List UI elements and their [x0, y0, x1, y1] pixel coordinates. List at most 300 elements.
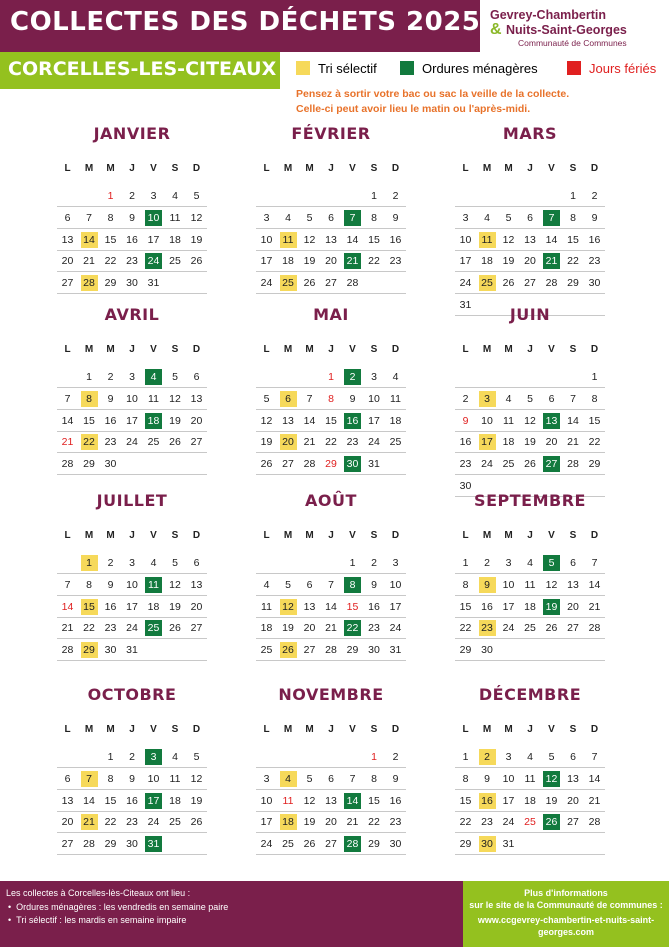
weekday-header: J — [129, 163, 135, 174]
commune-name: CORCELLES-LES-CITEAUX — [8, 58, 277, 80]
row-divider — [455, 431, 605, 432]
calendar-tri-day: 12 — [280, 599, 297, 615]
calendar-day: 18 — [260, 622, 273, 635]
calendar-day: 15 — [368, 794, 380, 807]
calendar-om-day: 19 — [543, 599, 560, 615]
calendar-day: 26 — [524, 458, 536, 471]
calendar-day: 19 — [502, 255, 515, 268]
calendar-day: 26 — [169, 622, 181, 635]
calendar-om-day: 11 — [145, 577, 162, 593]
row-divider — [57, 767, 207, 768]
row-divider — [256, 811, 406, 812]
logo — [490, 8, 665, 52]
calendar-day: 13 — [325, 233, 337, 246]
legend-tri-label: Tri sélectif — [318, 61, 377, 76]
calendar-day: 26 — [303, 277, 316, 290]
weekday-header: D — [391, 344, 400, 355]
calendar-day: 12 — [524, 414, 536, 427]
calendar-day: 2 — [129, 751, 135, 763]
row-divider — [256, 409, 406, 410]
calendar-om-day: 18 — [145, 413, 162, 429]
row-divider — [455, 854, 605, 855]
weekday-header: S — [569, 163, 577, 174]
calendar-day: 7 — [64, 392, 71, 405]
calendar-om-day: 2 — [344, 369, 361, 385]
website-link[interactable]: www.ccgevrey-chambertin-et-nuits-saint-georges.com — [477, 915, 655, 937]
calendar-day: 5 — [172, 371, 178, 383]
calendar-day: 8 — [107, 772, 114, 785]
calendar-day: 5 — [193, 190, 200, 202]
footer-item: • Ordures ménagères : les vendredis en semaine paire — [8, 902, 229, 912]
calendar-day: 29 — [588, 458, 601, 471]
calendar-day: 3 — [392, 557, 399, 569]
calendar-day: 9 — [591, 211, 598, 224]
calendar-day: 20 — [61, 816, 74, 829]
calendar-day: 19 — [282, 622, 294, 635]
calendar-tri-day: 16 — [479, 793, 496, 809]
calendar-day: 30 — [368, 644, 380, 657]
calendar-day: 12 — [190, 211, 203, 224]
weekday-header: L — [64, 344, 71, 355]
weekday-header: L — [64, 724, 71, 735]
calendar-day: 30 — [481, 644, 493, 657]
calendar-day: 14 — [545, 233, 558, 246]
calendar-day: 26 — [545, 622, 558, 635]
calendar-om-day: 5 — [543, 555, 560, 571]
calendar-day: 18 — [282, 255, 294, 268]
calendar-holiday-day: 1 — [328, 371, 334, 383]
calendar-om-day: 31 — [145, 836, 162, 852]
calendar-day: 22 — [588, 436, 601, 449]
calendar-day: 7 — [306, 392, 313, 405]
calendar-day: 31 — [502, 838, 515, 851]
weekday-header: V — [349, 344, 356, 355]
month-3 — [57, 305, 207, 485]
calendar-om-day: 28 — [344, 836, 361, 852]
calendar-day: 27 — [190, 436, 203, 449]
calendar-day: 24 — [459, 277, 472, 290]
calendar-day: 10 — [502, 772, 515, 785]
calendar-day: 21 — [83, 255, 95, 268]
calendar-day: 29 — [459, 838, 472, 851]
month-name: JUILLET — [96, 491, 168, 510]
calendar-day: 3 — [505, 751, 512, 763]
calendar-day: 6 — [570, 557, 576, 569]
calendar-day: 5 — [193, 751, 200, 763]
calendar-day: 27 — [567, 622, 579, 635]
weekday-header: L — [263, 724, 270, 735]
month-1 — [256, 124, 406, 304]
month-10 — [256, 685, 406, 865]
calendar-day: 25 — [282, 838, 294, 851]
calendar-day: 4 — [172, 751, 178, 763]
weekday-header: M — [106, 163, 115, 174]
weekday-header: D — [590, 724, 599, 735]
calendar-day: 15 — [104, 233, 117, 246]
row-divider — [455, 789, 605, 790]
weekday-header: L — [64, 530, 71, 541]
calendar-day: 17 — [459, 255, 472, 268]
logo-ampersand: & — [490, 21, 502, 38]
calendar-day: 8 — [107, 211, 114, 224]
weekday-header: S — [171, 530, 179, 541]
calendar-day: 17 — [147, 233, 160, 246]
calendar-day: 13 — [190, 578, 203, 591]
weekday-header: M — [106, 530, 115, 541]
row-divider — [455, 595, 605, 596]
calendar-day: 1 — [462, 751, 469, 763]
calendar-day: 4 — [505, 392, 512, 405]
calendar-day: 28 — [303, 458, 316, 471]
calendar-day: 15 — [567, 233, 579, 246]
weekday-header: V — [150, 163, 157, 174]
calendar-day: 18 — [524, 794, 536, 807]
calendar-day: 26 — [190, 816, 203, 829]
calendar-day: 23 — [346, 436, 359, 449]
calendar-day: 24 — [126, 436, 138, 449]
calendar-day: 2 — [107, 371, 114, 383]
calendar-day: 1 — [349, 557, 356, 569]
weekday-header: S — [370, 724, 378, 735]
calendar-day: 5 — [172, 557, 178, 569]
calendar-day: 18 — [169, 794, 181, 807]
calendar-day: 14 — [303, 414, 316, 427]
calendar-holiday-day: 29 — [325, 458, 337, 471]
weekday-header: D — [391, 530, 400, 541]
calendar-day: 26 — [303, 838, 316, 851]
calendar-day: 24 — [502, 622, 515, 635]
calendar-day: 15 — [588, 414, 601, 427]
month-5 — [455, 305, 605, 492]
calendar-tri-day: 2 — [479, 749, 496, 765]
calendar-day: 13 — [61, 233, 74, 246]
calendar-day: 15 — [325, 414, 337, 427]
weekday-header: L — [263, 163, 270, 174]
calendar-day: 16 — [481, 600, 493, 613]
calendar-day: 30 — [588, 277, 601, 290]
weekday-header: M — [504, 344, 513, 355]
calendar-day: 13 — [303, 600, 316, 613]
weekday-header: S — [370, 530, 378, 541]
weekday-header: M — [84, 163, 94, 174]
weekday-header: M — [283, 724, 293, 735]
calendar-day: 29 — [104, 277, 117, 290]
footer — [0, 881, 669, 947]
calendar-day: 26 — [502, 277, 515, 290]
row-divider — [57, 811, 207, 812]
row-divider — [57, 617, 207, 618]
calendar-tri-day: 29 — [81, 642, 98, 658]
row-divider — [455, 832, 605, 833]
row-divider — [256, 573, 406, 574]
calendar-day: 8 — [570, 211, 576, 224]
calendar-day: 16 — [459, 436, 472, 449]
calendar-day: 10 — [368, 392, 380, 405]
calendar-day: 21 — [61, 622, 74, 635]
calendar-day: 14 — [588, 578, 601, 591]
weekday-header: J — [328, 530, 334, 541]
calendar-day: 8 — [462, 772, 469, 785]
calendar-om-day: 26 — [543, 814, 560, 830]
calendar-day: 8 — [371, 211, 377, 224]
calendar-day: 6 — [328, 211, 334, 224]
calendar-tri-day: 18 — [280, 814, 297, 830]
weekday-header: D — [192, 344, 201, 355]
calendar-om-day: 27 — [543, 456, 560, 472]
calendar-day: 28 — [61, 644, 74, 657]
calendar-day: 4 — [172, 190, 178, 202]
calendar-day: 4 — [527, 557, 533, 569]
logo-line3: Communauté de Communes — [518, 38, 627, 48]
calendar-day: 17 — [126, 600, 138, 613]
calendar-tri-day: 21 — [81, 814, 98, 830]
weekday-header: L — [64, 163, 71, 174]
calendar-day: 22 — [567, 255, 579, 268]
row-divider — [256, 250, 406, 251]
weekday-header: S — [171, 724, 179, 735]
calendar-day: 13 — [567, 578, 579, 591]
calendar-day: 2 — [392, 190, 399, 202]
calendar-holiday-day: 9 — [462, 414, 469, 427]
row-divider — [256, 767, 406, 768]
calendar-day: 28 — [567, 458, 579, 471]
note — [296, 87, 666, 117]
weekday-header: M — [482, 530, 492, 541]
calendar-day: 6 — [548, 392, 555, 405]
calendar-day: 5 — [505, 211, 512, 224]
calendar-day: 13 — [567, 772, 579, 785]
calendar-day: 17 — [502, 600, 515, 613]
calendar-day: 17 — [389, 600, 402, 613]
row-divider — [256, 832, 406, 833]
weekday-header: M — [283, 163, 293, 174]
month-6 — [57, 491, 207, 671]
calendar-day: 20 — [325, 255, 337, 268]
row-divider — [256, 206, 406, 207]
weekday-header: V — [548, 344, 555, 355]
calendar-day: 2 — [371, 557, 377, 569]
row-divider — [256, 638, 406, 639]
weekday-header: M — [84, 344, 94, 355]
calendar-day: 12 — [303, 233, 316, 246]
calendar-tri-day: 23 — [479, 620, 496, 636]
calendar-day: 11 — [524, 772, 536, 785]
weekday-header: M — [504, 163, 513, 174]
calendar-day: 26 — [169, 436, 181, 449]
calendar-day: 5 — [527, 392, 533, 405]
calendar-tri-day: 6 — [280, 391, 297, 407]
legend-om — [400, 61, 538, 76]
month-7 — [256, 491, 406, 671]
calendar-day: 27 — [567, 816, 579, 829]
legend-om-label: Ordures ménagères — [422, 61, 538, 76]
row-divider — [57, 832, 207, 833]
calendar-day: 2 — [462, 392, 469, 405]
calendar-day: 4 — [484, 211, 490, 224]
weekday-header: L — [462, 163, 469, 174]
calendar-day: 21 — [567, 436, 579, 449]
calendar-day: 24 — [260, 838, 273, 851]
calendar-day: 16 — [126, 794, 138, 807]
calendar-day: 24 — [260, 277, 273, 290]
calendar-day: 6 — [527, 211, 533, 224]
commune-banner — [0, 52, 280, 89]
calendar-holiday-day: 14 — [61, 600, 74, 613]
calendar-day: 30 — [126, 838, 138, 851]
calendar-day: 27 — [282, 458, 294, 471]
calendar-day: 12 — [260, 414, 273, 427]
calendar-om-day: 7 — [543, 210, 560, 226]
month-name: AVRIL — [104, 305, 160, 324]
row-divider — [57, 293, 207, 294]
legend-holidays-label: Jours fériés — [589, 61, 657, 76]
calendar-day: 23 — [368, 622, 380, 635]
row-divider — [256, 617, 406, 618]
calendar-day: 14 — [61, 414, 74, 427]
row-divider — [57, 854, 207, 855]
calendar-day: 30 — [389, 838, 402, 851]
calendar-day: 16 — [104, 414, 117, 427]
weekday-header: M — [482, 163, 492, 174]
weekday-header: M — [305, 724, 314, 735]
calendar-day: 9 — [392, 772, 399, 785]
calendar-day: 21 — [325, 622, 337, 635]
weekday-header: V — [548, 724, 555, 735]
row-divider — [57, 387, 207, 388]
yellow-swatch-icon — [296, 61, 310, 75]
calendar-day: 6 — [193, 371, 200, 383]
calendar-day: 18 — [389, 414, 402, 427]
calendar-tri-day: 17 — [479, 434, 496, 450]
calendar-day: 21 — [303, 436, 316, 449]
calendar-day: 8 — [462, 578, 469, 591]
calendar-day: 21 — [346, 816, 359, 829]
calendar-day: 11 — [261, 600, 272, 613]
calendar-om-day: 4 — [145, 369, 162, 385]
calendar-day: 15 — [459, 794, 472, 807]
calendar-day: 25 — [169, 816, 181, 829]
weekday-header: J — [328, 344, 334, 355]
calendar-tri-day: 4 — [280, 771, 297, 787]
calendar-day: 4 — [392, 371, 399, 383]
calendar-day: 28 — [588, 622, 601, 635]
row-divider — [256, 293, 406, 294]
calendar-day: 31 — [147, 277, 160, 290]
row-divider — [455, 767, 605, 768]
calendar-day: 22 — [83, 622, 95, 635]
calendar-day: 30 — [126, 277, 138, 290]
calendar-holiday-day: 21 — [61, 436, 74, 449]
calendar-day: 3 — [505, 557, 512, 569]
calendar-day: 22 — [104, 816, 117, 829]
calendar-day: 9 — [371, 578, 377, 591]
calendar-day: 2 — [107, 557, 114, 569]
row-divider — [57, 271, 207, 272]
row-divider — [455, 228, 605, 229]
calendar-day: 25 — [524, 622, 536, 635]
green-swatch-icon — [400, 61, 414, 75]
calendar-day: 7 — [64, 578, 71, 591]
calendar-day: 15 — [459, 600, 472, 613]
row-divider — [57, 431, 207, 432]
calendar-day: 17 — [126, 414, 138, 427]
row-divider — [455, 206, 605, 207]
calendar-day: 19 — [169, 414, 181, 427]
calendar-day: 24 — [126, 622, 138, 635]
calendar-day: 18 — [502, 436, 515, 449]
calendar-holiday-day: 1 — [107, 190, 114, 202]
calendar-day: 11 — [390, 392, 401, 405]
calendar-day: 22 — [104, 255, 117, 268]
calendar-day: 7 — [591, 751, 598, 763]
calendar-day: 12 — [303, 794, 316, 807]
calendar-holiday-day: 8 — [328, 392, 334, 405]
weekday-header: J — [328, 724, 334, 735]
weekday-header: D — [192, 163, 201, 174]
month-9 — [57, 685, 207, 865]
row-divider — [455, 638, 605, 639]
row-divider — [57, 638, 207, 639]
month-name: NOVEMBRE — [278, 685, 384, 704]
calendar-day: 19 — [260, 436, 273, 449]
calendar-day: 17 — [502, 794, 515, 807]
calendar-day: 9 — [129, 211, 135, 224]
weekday-header: L — [462, 344, 469, 355]
weekday-header: S — [370, 163, 378, 174]
calendar-day: 7 — [86, 211, 92, 224]
weekday-header: V — [349, 530, 356, 541]
weekday-header: V — [150, 344, 157, 355]
weekday-header: V — [150, 724, 157, 735]
calendar-day: 23 — [126, 255, 138, 268]
red-swatch-icon — [567, 61, 581, 75]
calendar-day: 2 — [392, 751, 399, 763]
calendar-day: 16 — [389, 794, 402, 807]
calendar-day: 20 — [567, 600, 579, 613]
calendar-day: 9 — [107, 578, 114, 591]
row-divider — [256, 789, 406, 790]
weekday-header: J — [527, 724, 533, 735]
calendar-day: 5 — [306, 211, 313, 224]
calendar-tri-day: 11 — [479, 232, 496, 248]
calendar-day: 1 — [570, 190, 576, 202]
calendar-day: 12 — [502, 233, 515, 246]
calendar-day: 13 — [282, 414, 294, 427]
header-banner — [0, 0, 480, 52]
note-line2: Celle-ci peut avoir lieu le matin ou l'après-midi. — [296, 103, 531, 115]
weekday-header: V — [548, 163, 555, 174]
calendar-day: 14 — [325, 600, 337, 613]
calendar-day: 27 — [524, 277, 536, 290]
note-line1: Pensez à sortir votre bac ou sac la veille de la collecte. — [296, 88, 570, 100]
calendar-tri-day: 25 — [280, 275, 297, 291]
month-11 — [455, 685, 605, 865]
row-divider — [256, 474, 406, 475]
weekday-header: M — [106, 724, 115, 735]
weekday-header: D — [590, 344, 599, 355]
row-divider — [256, 660, 406, 661]
weekday-header: S — [171, 163, 179, 174]
calendar-day: 29 — [567, 277, 579, 290]
calendar-day: 20 — [190, 600, 203, 613]
calendar-day: 7 — [570, 392, 576, 405]
calendar-day: 7 — [328, 578, 334, 591]
weekday-header: S — [171, 344, 179, 355]
calendar-day: 15 — [104, 794, 117, 807]
calendar-day: 8 — [591, 392, 598, 405]
weekday-header: M — [305, 163, 314, 174]
weekday-header: V — [150, 530, 157, 541]
